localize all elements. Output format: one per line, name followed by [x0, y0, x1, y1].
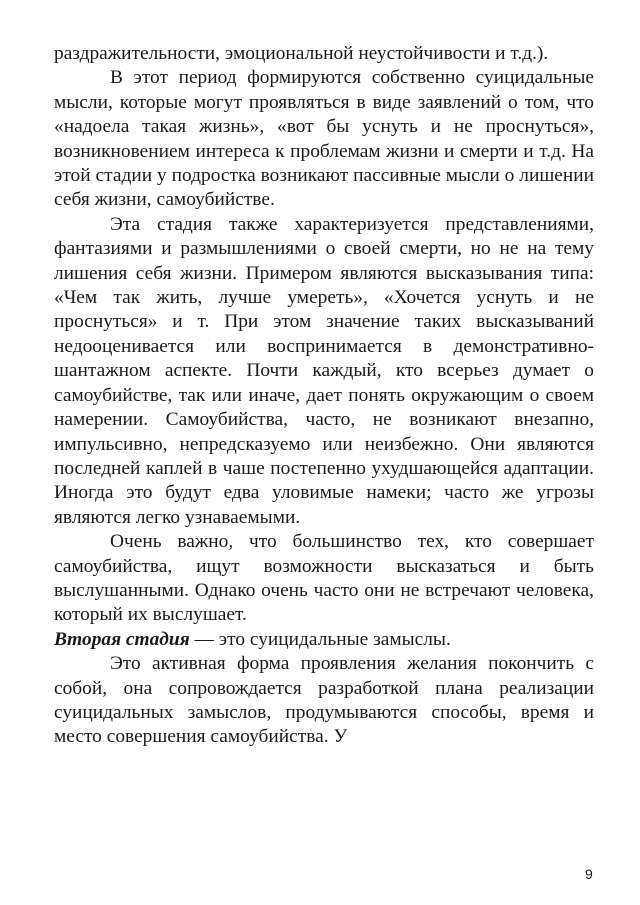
- paragraph-second-stage: [54, 628, 594, 652]
- paragraph-need-to-be-heard: Очень важно, что большинство тех, кто совершает самоубийства, ищут возможности высказаться и быть выслушанными. Однако очень часто они не встречают человека, который их выслушает.: [54, 531, 594, 626]
- paragraph-stage-characteristics: Эта стадия также характеризуется представлениями, фантазиями и размышлениями о своей смерти, но не на тему лишения себя жизни. Примером являются высказывания типа: «Чем так жить, лучше умереть», «Хочется уснуть и не проснуться» и т. При этом значение таких высказываний недооценивается или воспринимается в демонстративно-шантажном аспекте. Почти каждый, кто всерьез думает о самоубийстве, так или иначе, дает понять окружающим о своем намерении. Самоубийства, часто, не возникают внезапно, импульсивно, непредсказуемо или неизбежно. Они являются последней каплей в чаше постепенно ухудшающейся адаптации. Иногда это будут едва уловимые намеки; часто же угрозы являются легко узнаваемыми.: [54, 213, 594, 528]
- page-number: 9: [585, 866, 593, 882]
- paragraph-suicidal-thoughts: В этот период формируются собственно суицидальные мысли, которые могут проявляться в виде заявлений о том, что «надоела такая жизнь», «вот бы уснуть и не проснуться», возникновением интереса к проблемам жизни и смерти и т.д. На этой стадии у подростка возникают пассивные мысли о лишении себя жизни, самоубийстве.: [54, 67, 594, 211]
- second-stage-heading: Вторая стадия: [54, 628, 190, 650]
- paragraph-active-form: Это активная форма проявления желания покончить с собой, она сопровождается разработкой плана реализации суицидальных замыслов, продумываются способы, время и место совершения самоубийства. У: [54, 653, 594, 748]
- body-text: [54, 42, 594, 750]
- second-stage-definition: — это суицидальные замыслы.: [189, 628, 451, 650]
- paragraph-continuation: раздражительности, эмоциональной неустойчивости и т.д.).: [54, 43, 549, 64]
